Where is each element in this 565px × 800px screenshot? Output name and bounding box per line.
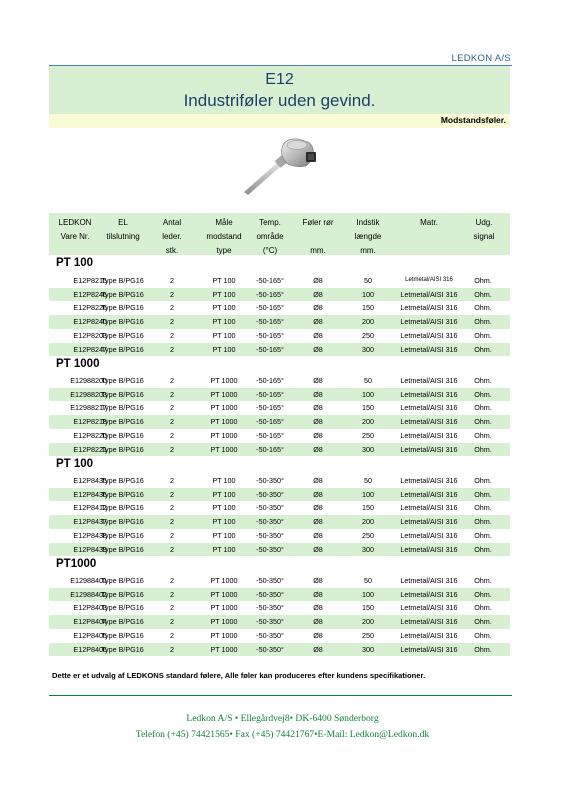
cell-ant: 2	[170, 630, 174, 640]
cell-sens: PT 100	[212, 503, 236, 513]
cell-ant: 2	[170, 376, 174, 385]
cell-temp: -50-350°	[256, 530, 284, 540]
cell-sku: E12P8403	[73, 603, 107, 613]
cell-el: Type B/PG16	[101, 603, 144, 613]
header-ror-1: Føler rør	[302, 218, 334, 227]
cell-temp: -50-165°	[256, 389, 284, 399]
cell-sig: Ohm.	[474, 644, 492, 654]
cell-len: 300	[362, 344, 374, 354]
cell-el: Type B/PG16	[101, 403, 144, 413]
cell-ror: Ø8	[313, 476, 323, 485]
cell-len: 200	[362, 317, 374, 327]
cell-len: 150	[362, 403, 374, 413]
table-row	[49, 429, 510, 443]
cell-sig: Ohm.	[474, 389, 492, 399]
header-el-1: EL	[118, 218, 128, 227]
cell-len: 300	[362, 544, 374, 554]
cell-mat: Letmetal/AISI 316	[400, 644, 458, 654]
cell-ror: Ø8	[313, 644, 323, 654]
cell-el: Type B/PG16	[101, 330, 144, 340]
cell-sig: Ohm.	[474, 517, 492, 527]
cell-ror: Ø8	[313, 376, 323, 385]
cell-sens: PT 100	[212, 517, 236, 527]
cell-ror: Ø8	[313, 344, 323, 354]
cell-sens: PT 1000	[210, 644, 238, 654]
table-row	[49, 601, 510, 615]
cell-len: 150	[362, 303, 374, 313]
cell-len: 100	[362, 589, 374, 599]
cell-len: 100	[362, 489, 374, 499]
cell-sku: E12P8246	[73, 289, 107, 299]
cell-mat: Letmetal/AISI 316	[400, 317, 458, 327]
cell-el: Type B/PG16	[101, 617, 144, 627]
cell-ror: Ø8	[313, 589, 323, 599]
cell-temp: -50-165°	[256, 344, 284, 354]
cell-ror: Ø8	[313, 603, 323, 613]
table-row	[49, 629, 510, 643]
cell-sig: Ohm.	[474, 503, 492, 513]
cell-sig: Ohm.	[474, 530, 492, 540]
table-row	[49, 574, 510, 588]
cell-ant: 2	[170, 344, 174, 354]
cell-ror: Ø8	[313, 289, 323, 299]
cell-temp: -50-350°	[256, 630, 284, 640]
cell-el: Type B/PG16	[101, 589, 144, 599]
table-row	[49, 329, 510, 343]
cell-ant: 2	[170, 530, 174, 540]
cell-ror: Ø8	[313, 276, 323, 285]
table-row	[49, 515, 510, 529]
cell-mat: Letmetal/AISI 316	[400, 403, 458, 413]
cell-ror: Ø8	[313, 503, 323, 513]
cell-len: 100	[362, 389, 374, 399]
cell-sku: E12P8220	[73, 430, 107, 440]
cell-sku: E12P8240	[73, 317, 107, 327]
header-mat-1: Matr.	[420, 218, 438, 227]
cell-el: Type B/PG16	[101, 476, 144, 485]
cell-mat: Letmetal/AISI 316	[400, 417, 458, 427]
cell-ant: 2	[170, 330, 174, 340]
cell-mat: Letmetal/AISI 316	[400, 430, 458, 440]
cell-sku: E12988200	[70, 376, 107, 385]
table-row	[49, 315, 510, 329]
table-row	[49, 543, 510, 557]
section-title: PT 100	[56, 257, 94, 269]
title-band	[49, 66, 510, 114]
header-el-2: tilslutning	[106, 232, 140, 241]
cell-temp: -50-350°	[256, 644, 284, 654]
cell-len: 200	[362, 517, 374, 527]
cell-el: Type B/PG16	[101, 444, 144, 454]
cell-sig: Ohm.	[474, 544, 492, 554]
cell-len: 250	[362, 630, 374, 640]
header-sens-3: type	[216, 246, 232, 255]
cell-ror: Ø8	[313, 430, 323, 440]
cell-el: Type B/PG16	[101, 276, 144, 285]
table-row	[49, 529, 510, 543]
header-sig-2: signal	[473, 232, 495, 241]
cell-mat: Letmetal/AISI 316	[400, 303, 458, 313]
cell-len: 150	[362, 603, 374, 613]
cell-ant: 2	[170, 417, 174, 427]
cell-mat: Letmetal/AISI 316	[405, 277, 453, 283]
cell-len: 200	[362, 617, 374, 627]
cell-sens: PT 1000	[210, 444, 238, 454]
cell-sig: Ohm.	[474, 476, 492, 485]
cell-temp: -50-165°	[256, 444, 284, 454]
table-row	[49, 488, 510, 502]
table-row	[49, 343, 510, 357]
header-temp-2: område	[256, 232, 284, 241]
cell-ror: Ø8	[313, 317, 323, 327]
cell-temp: -50-165°	[256, 430, 284, 440]
header-temp-3: (°C)	[262, 246, 278, 255]
table-row	[49, 643, 510, 657]
cell-ant: 2	[170, 403, 174, 413]
cell-ant: 2	[170, 317, 174, 327]
cell-ant: 2	[170, 389, 174, 399]
header-ant-3: stk.	[165, 246, 179, 255]
section-title: PT 1000	[56, 358, 100, 370]
cell-ant: 2	[170, 276, 174, 285]
cell-temp: -50-350°	[256, 489, 284, 499]
cell-sku: E12P8203	[73, 330, 107, 340]
cell-sens: PT 100	[212, 289, 236, 299]
cell-temp: -50-165°	[256, 276, 284, 285]
cell-ant: 2	[170, 289, 174, 299]
cell-temp: -50-350°	[256, 603, 284, 613]
cell-temp: -50-350°	[256, 476, 284, 485]
footer-contact: Telefon (+45) 74421565• Fax (+45) 74421767•E-Mail: Ledkon@Ledkon.dk	[135, 729, 430, 740]
cell-sig: Ohm.	[474, 576, 492, 585]
table-row	[49, 274, 510, 288]
cell-el: Type B/PG16	[101, 389, 144, 399]
cell-el: Type B/PG16	[101, 289, 144, 299]
cell-len: 50	[364, 376, 372, 385]
header-ror-2	[295, 230, 341, 244]
cell-ror: Ø8	[313, 630, 323, 640]
product-subtitle: Modstandsføler.	[440, 115, 506, 125]
cell-mat: Letmetal/AISI 316	[400, 576, 458, 585]
cell-sig: Ohm.	[474, 403, 492, 413]
cell-sku: E12988203	[70, 389, 107, 399]
cell-el: Type B/PG16	[101, 417, 144, 427]
cell-mat: Letmetal/AISI 316	[400, 389, 458, 399]
cell-sig: Ohm.	[474, 603, 492, 613]
cell-temp: -50-165°	[256, 330, 284, 340]
header-len-1: Indstik	[356, 218, 380, 227]
cell-len: 200	[362, 417, 374, 427]
cell-sens: PT 1000	[210, 603, 238, 613]
cell-sig: Ohm.	[474, 344, 492, 354]
cell-mat: Letmetal/AISI 316	[400, 517, 458, 527]
cell-sig: Ohm.	[474, 417, 492, 427]
cell-ror: Ø8	[313, 576, 323, 585]
cell-sens: PT 1000	[210, 403, 238, 413]
table-row	[49, 301, 510, 315]
header-sku-1: LEDKON	[58, 218, 92, 227]
header-ror-3: mm.	[310, 246, 326, 255]
cell-len: 250	[362, 330, 374, 340]
cell-el: Type B/PG16	[101, 489, 144, 499]
cell-mat: Letmetal/AISI 316	[400, 376, 458, 385]
cell-el: Type B/PG16	[101, 530, 144, 540]
cell-sku: E12P8436	[73, 489, 107, 499]
cell-len: 50	[364, 576, 372, 585]
table-row	[49, 615, 510, 629]
header-sens-1: Måle	[215, 218, 233, 227]
cell-temp: -50-165°	[256, 289, 284, 299]
cell-temp: -50-165°	[256, 417, 284, 427]
cell-ant: 2	[170, 603, 174, 613]
cell-el: Type B/PG16	[101, 344, 144, 354]
cell-sku: E12P8437	[73, 517, 107, 527]
cell-ror: Ø8	[313, 417, 323, 427]
cell-ant: 2	[170, 644, 174, 654]
table-row	[49, 588, 510, 602]
cell-sens: PT 100	[212, 303, 236, 313]
cell-sku: E12P8438	[73, 530, 107, 540]
cell-ant: 2	[170, 476, 174, 485]
header-sig-1: Udg.	[475, 218, 493, 227]
footnote: Dette er et udvalg af LEDKONS standard følere, Alle føler kan produceres efter kundens specifikationer.	[52, 671, 426, 680]
header-ant-2: leder.	[162, 232, 182, 241]
cell-ant: 2	[170, 303, 174, 313]
cell-ant: 2	[170, 517, 174, 527]
cell-temp: -50-350°	[256, 589, 284, 599]
cell-ror: Ø8	[313, 517, 323, 527]
cell-temp: -50-165°	[256, 376, 284, 385]
cell-sens: PT 1000	[210, 430, 238, 440]
sensor-image	[232, 134, 332, 200]
cell-sig: Ohm.	[474, 276, 492, 285]
cell-sig: Ohm.	[474, 303, 492, 313]
cell-mat: Letmetal/AISI 316	[400, 630, 458, 640]
cell-sku: E12P8439	[73, 544, 107, 554]
cell-sens: PT 1000	[210, 376, 238, 385]
cell-mat: Letmetal/AISI 316	[400, 530, 458, 540]
cell-ant: 2	[170, 503, 174, 513]
cell-sens: PT 1000	[210, 617, 238, 627]
cell-ror: Ø8	[313, 389, 323, 399]
cell-sku: E12988401	[70, 576, 107, 585]
header-sku-2: Vare Nr.	[60, 232, 90, 241]
cell-sens: PT 100	[212, 476, 236, 485]
table-row	[49, 501, 510, 515]
section-title: PT1000	[56, 558, 97, 570]
subtitle-band	[49, 114, 510, 128]
cell-ror: Ø8	[313, 489, 323, 499]
cell-mat: Letmetal/AISI 316	[400, 476, 458, 485]
cell-ror: Ø8	[313, 403, 323, 413]
cell-mat: Letmetal/AISI 316	[400, 330, 458, 340]
table-row	[49, 288, 510, 302]
header-len-2: længde	[354, 232, 382, 241]
cell-sku: E12P8412	[73, 503, 107, 513]
cell-sig: Ohm.	[474, 630, 492, 640]
table-row	[49, 388, 510, 402]
cell-el: Type B/PG16	[101, 376, 144, 385]
cell-ror: Ø8	[313, 544, 323, 554]
cell-mat: Letmetal/AISI 316	[400, 489, 458, 499]
cell-sig: Ohm.	[474, 330, 492, 340]
cell-ant: 2	[170, 576, 174, 585]
cell-sens: PT 100	[212, 317, 236, 327]
cell-sig: Ohm.	[474, 317, 492, 327]
cell-sig: Ohm.	[474, 430, 492, 440]
cell-ant: 2	[170, 544, 174, 554]
cell-len: 100	[362, 289, 374, 299]
cell-ror: Ø8	[313, 303, 323, 313]
product-code: E12	[265, 71, 294, 88]
cell-el: Type B/PG16	[101, 630, 144, 640]
cell-len: 150	[362, 503, 374, 513]
cell-el: Type B/PG16	[101, 517, 144, 527]
cell-temp: -50-165°	[256, 403, 284, 413]
cell-sens: PT 1000	[210, 576, 238, 585]
product-title: Industriføler uden gevind.	[183, 91, 376, 110]
cell-ant: 2	[170, 444, 174, 454]
cell-temp: -50-350°	[256, 544, 284, 554]
cell-el: Type B/PG16	[101, 303, 144, 313]
cell-el: Type B/PG16	[101, 503, 144, 513]
cell-temp: -50-350°	[256, 503, 284, 513]
cell-sens: PT 1000	[210, 589, 238, 599]
table-header	[49, 213, 510, 255]
cell-sig: Ohm.	[474, 589, 492, 599]
cell-sku: E12P8215	[73, 276, 107, 285]
cell-sig: Ohm.	[474, 376, 492, 385]
cell-mat: Letmetal/AISI 316	[400, 444, 458, 454]
cell-ant: 2	[170, 617, 174, 627]
footer-address: Ledkon A/S • Ellegårdvej8• DK-6400 Sønderborg	[186, 713, 379, 724]
cell-sku: E12P8404	[73, 617, 107, 627]
cell-len: 300	[362, 444, 374, 454]
cell-el: Type B/PG16	[101, 317, 144, 327]
cell-sens: PT 1000	[210, 389, 238, 399]
header-len-3: mm.	[360, 246, 376, 255]
cell-sku: E12P8435	[73, 476, 107, 485]
cell-mat: Letmetal/AISI 316	[400, 617, 458, 627]
cell-sens: PT 100	[212, 489, 236, 499]
table-row	[49, 415, 510, 429]
bottom-divider	[49, 695, 512, 696]
section-title: PT 100	[56, 458, 94, 470]
header-sens-2: modstand	[206, 232, 242, 241]
cell-len: 300	[362, 644, 374, 654]
cell-sig: Ohm.	[474, 617, 492, 627]
cell-sens: PT 100	[212, 530, 236, 540]
cell-mat: Letmetal/AISI 316	[400, 289, 458, 299]
cell-sku: E12988402	[70, 589, 107, 599]
table-row	[49, 474, 510, 488]
cell-sig: Ohm.	[474, 289, 492, 299]
cell-el: Type B/PG16	[101, 430, 144, 440]
footer	[0, 711, 565, 743]
cell-temp: -50-350°	[256, 617, 284, 627]
cell-sens: PT 100	[212, 276, 236, 285]
cell-sens: PT 100	[212, 330, 236, 340]
cell-ror: Ø8	[313, 617, 323, 627]
header-ant-1: Antal	[162, 218, 182, 227]
cell-sku: E12P8226	[73, 303, 107, 313]
cell-len: 50	[364, 476, 372, 485]
cell-mat: Letmetal/AISI 316	[400, 344, 458, 354]
cell-sig: Ohm.	[474, 444, 492, 454]
table-row	[49, 443, 510, 457]
cell-sig: Ohm.	[474, 489, 492, 499]
cell-sku: E12P8406	[73, 644, 107, 654]
brand-label: LEDKON A/S	[451, 53, 511, 64]
cell-sens: PT 100	[212, 344, 236, 354]
table-row	[49, 374, 510, 388]
cell-sku: E12P8218	[73, 417, 107, 427]
header-temp-1: Temp.	[259, 218, 281, 227]
cell-temp: -50-165°	[256, 317, 284, 327]
cell-el: Type B/PG16	[101, 576, 144, 585]
cell-temp: -50-350°	[256, 576, 284, 585]
cell-ror: Ø8	[313, 444, 323, 454]
cell-mat: Letmetal/AISI 316	[400, 503, 458, 513]
cell-temp: -50-165°	[256, 303, 284, 313]
cell-ant: 2	[170, 430, 174, 440]
cell-sku: E12P8247	[73, 344, 107, 354]
cell-ror: Ø8	[313, 530, 323, 540]
cell-ant: 2	[170, 489, 174, 499]
cell-ant: 2	[170, 589, 174, 599]
cell-len: 250	[362, 430, 374, 440]
cell-sku: E12P8405	[73, 630, 107, 640]
cell-mat: Letmetal/AISI 316	[400, 589, 458, 599]
cell-el: Type B/PG16	[101, 544, 144, 554]
cell-sens: PT 1000	[210, 417, 238, 427]
cell-sens: PT 100	[212, 544, 236, 554]
cell-sku: E12P8221	[73, 444, 107, 454]
cell-ror: Ø8	[313, 330, 323, 340]
cell-sku: E12988217	[70, 403, 107, 413]
cell-len: 50	[364, 276, 372, 285]
cell-el: Type B/PG16	[101, 644, 144, 654]
cell-temp: -50-350°	[256, 517, 284, 527]
cell-len: 250	[362, 530, 374, 540]
cell-mat: Letmetal/AISI 316	[400, 544, 458, 554]
cell-sens: PT 1000	[210, 630, 238, 640]
table-row	[49, 401, 510, 415]
cell-mat: Letmetal/AISI 316	[400, 603, 458, 613]
